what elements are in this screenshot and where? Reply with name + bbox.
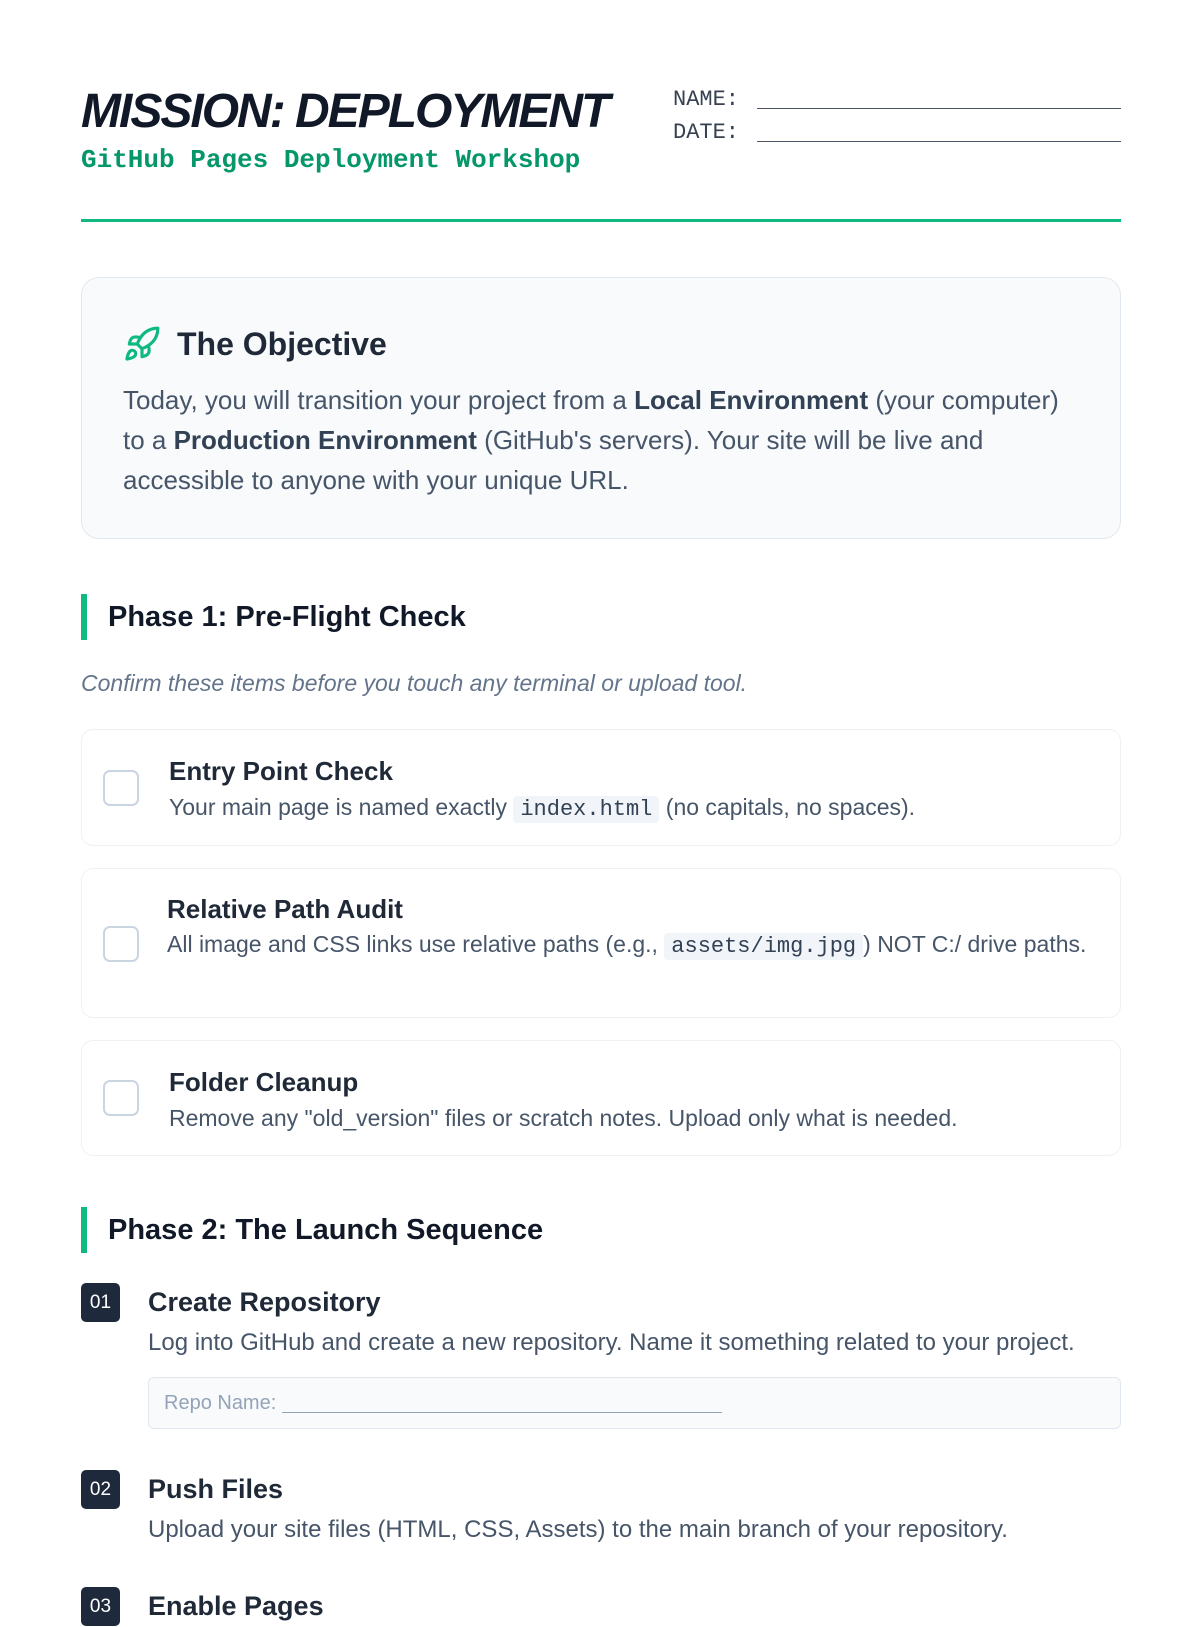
checklist-item-entry-point[interactable] (81, 729, 1121, 846)
checklist-item-title: Folder Cleanup (169, 1067, 359, 1097)
checklist-item-desc: Remove any "old_version" files or scratch notes. Upload only what is needed. (169, 1105, 958, 1131)
checklist-item-title: Relative Path Audit (167, 894, 403, 924)
name-field[interactable] (673, 80, 1121, 113)
checkbox[interactable] (103, 926, 139, 962)
page-subtitle: GitHub Pages Deployment Workshop (81, 145, 581, 175)
step-create-repository (81, 1283, 1121, 1433)
phase-2-heading (81, 1207, 1121, 1253)
checklist-item-relative-path[interactable] (81, 868, 1121, 1018)
date-field[interactable] (673, 113, 1121, 146)
repo-name-field[interactable] (148, 1377, 1121, 1429)
local-environment-term: Local Environment (634, 385, 869, 415)
page-header (81, 80, 1121, 222)
student-fields (673, 80, 1121, 146)
step-enable-pages (81, 1587, 1121, 1627)
step-number-badge: 01 (81, 1283, 120, 1322)
objective-heading (123, 324, 387, 364)
repo-name-label: Repo Name: (164, 1391, 277, 1414)
checkbox[interactable] (103, 770, 139, 806)
phase-1-title: Phase 1: Pre-Flight Check (108, 601, 466, 633)
filename-code: index.html (513, 796, 659, 823)
step-number-badge: 02 (81, 1470, 120, 1509)
date-line[interactable] (757, 121, 1121, 142)
date-label: DATE: (673, 120, 740, 145)
checklist-item-title: Entry Point Check (169, 756, 393, 786)
step-title: Create Repository (148, 1287, 381, 1317)
step-title: Enable Pages (148, 1591, 324, 1621)
name-line[interactable] (757, 88, 1121, 109)
phase-2-title: Phase 2: The Launch Sequence (108, 1214, 544, 1246)
phase-1-note: Confirm these items before you touch any terminal or upload tool. (81, 670, 748, 696)
phase-1-heading (81, 594, 1121, 640)
checklist-item-desc: All image and CSS links use relative paths (e.g., assets/img.jpg ) NOT C:/ drive paths. (167, 931, 1087, 959)
name-label: NAME: (673, 87, 740, 112)
checkbox[interactable] (103, 1080, 139, 1116)
objective-title: The Objective (177, 326, 387, 362)
step-title: Push Files (148, 1474, 284, 1504)
step-desc: Upload your site files (HTML, CSS, Assets) to the main branch of your repository. (148, 1516, 1008, 1543)
step-push-files (81, 1470, 1121, 1550)
production-environment-term: Production Environment (173, 425, 477, 455)
repo-name-line[interactable] (282, 1398, 722, 1413)
step-number-badge: 03 (81, 1587, 120, 1626)
step-desc: Log into GitHub and create a new repository. Name it something related to your project. (148, 1329, 1075, 1356)
checklist-item-folder-cleanup[interactable] (81, 1040, 1121, 1156)
path-code: assets/img.jpg (664, 933, 863, 960)
objective-text: Today, you will transition your project from a Local Environment (your computer) to a Production Environment (GitHub's servers). Your site will be live and accessible to anyone with your unique URL. (123, 385, 1059, 495)
rocket-icon (123, 325, 161, 363)
page-title: MISSION: DEPLOYMENT (81, 85, 609, 138)
checklist-item-desc: Your main page is named exactly index.html (no capitals, no spaces). (169, 794, 916, 822)
objective-card (81, 277, 1121, 539)
